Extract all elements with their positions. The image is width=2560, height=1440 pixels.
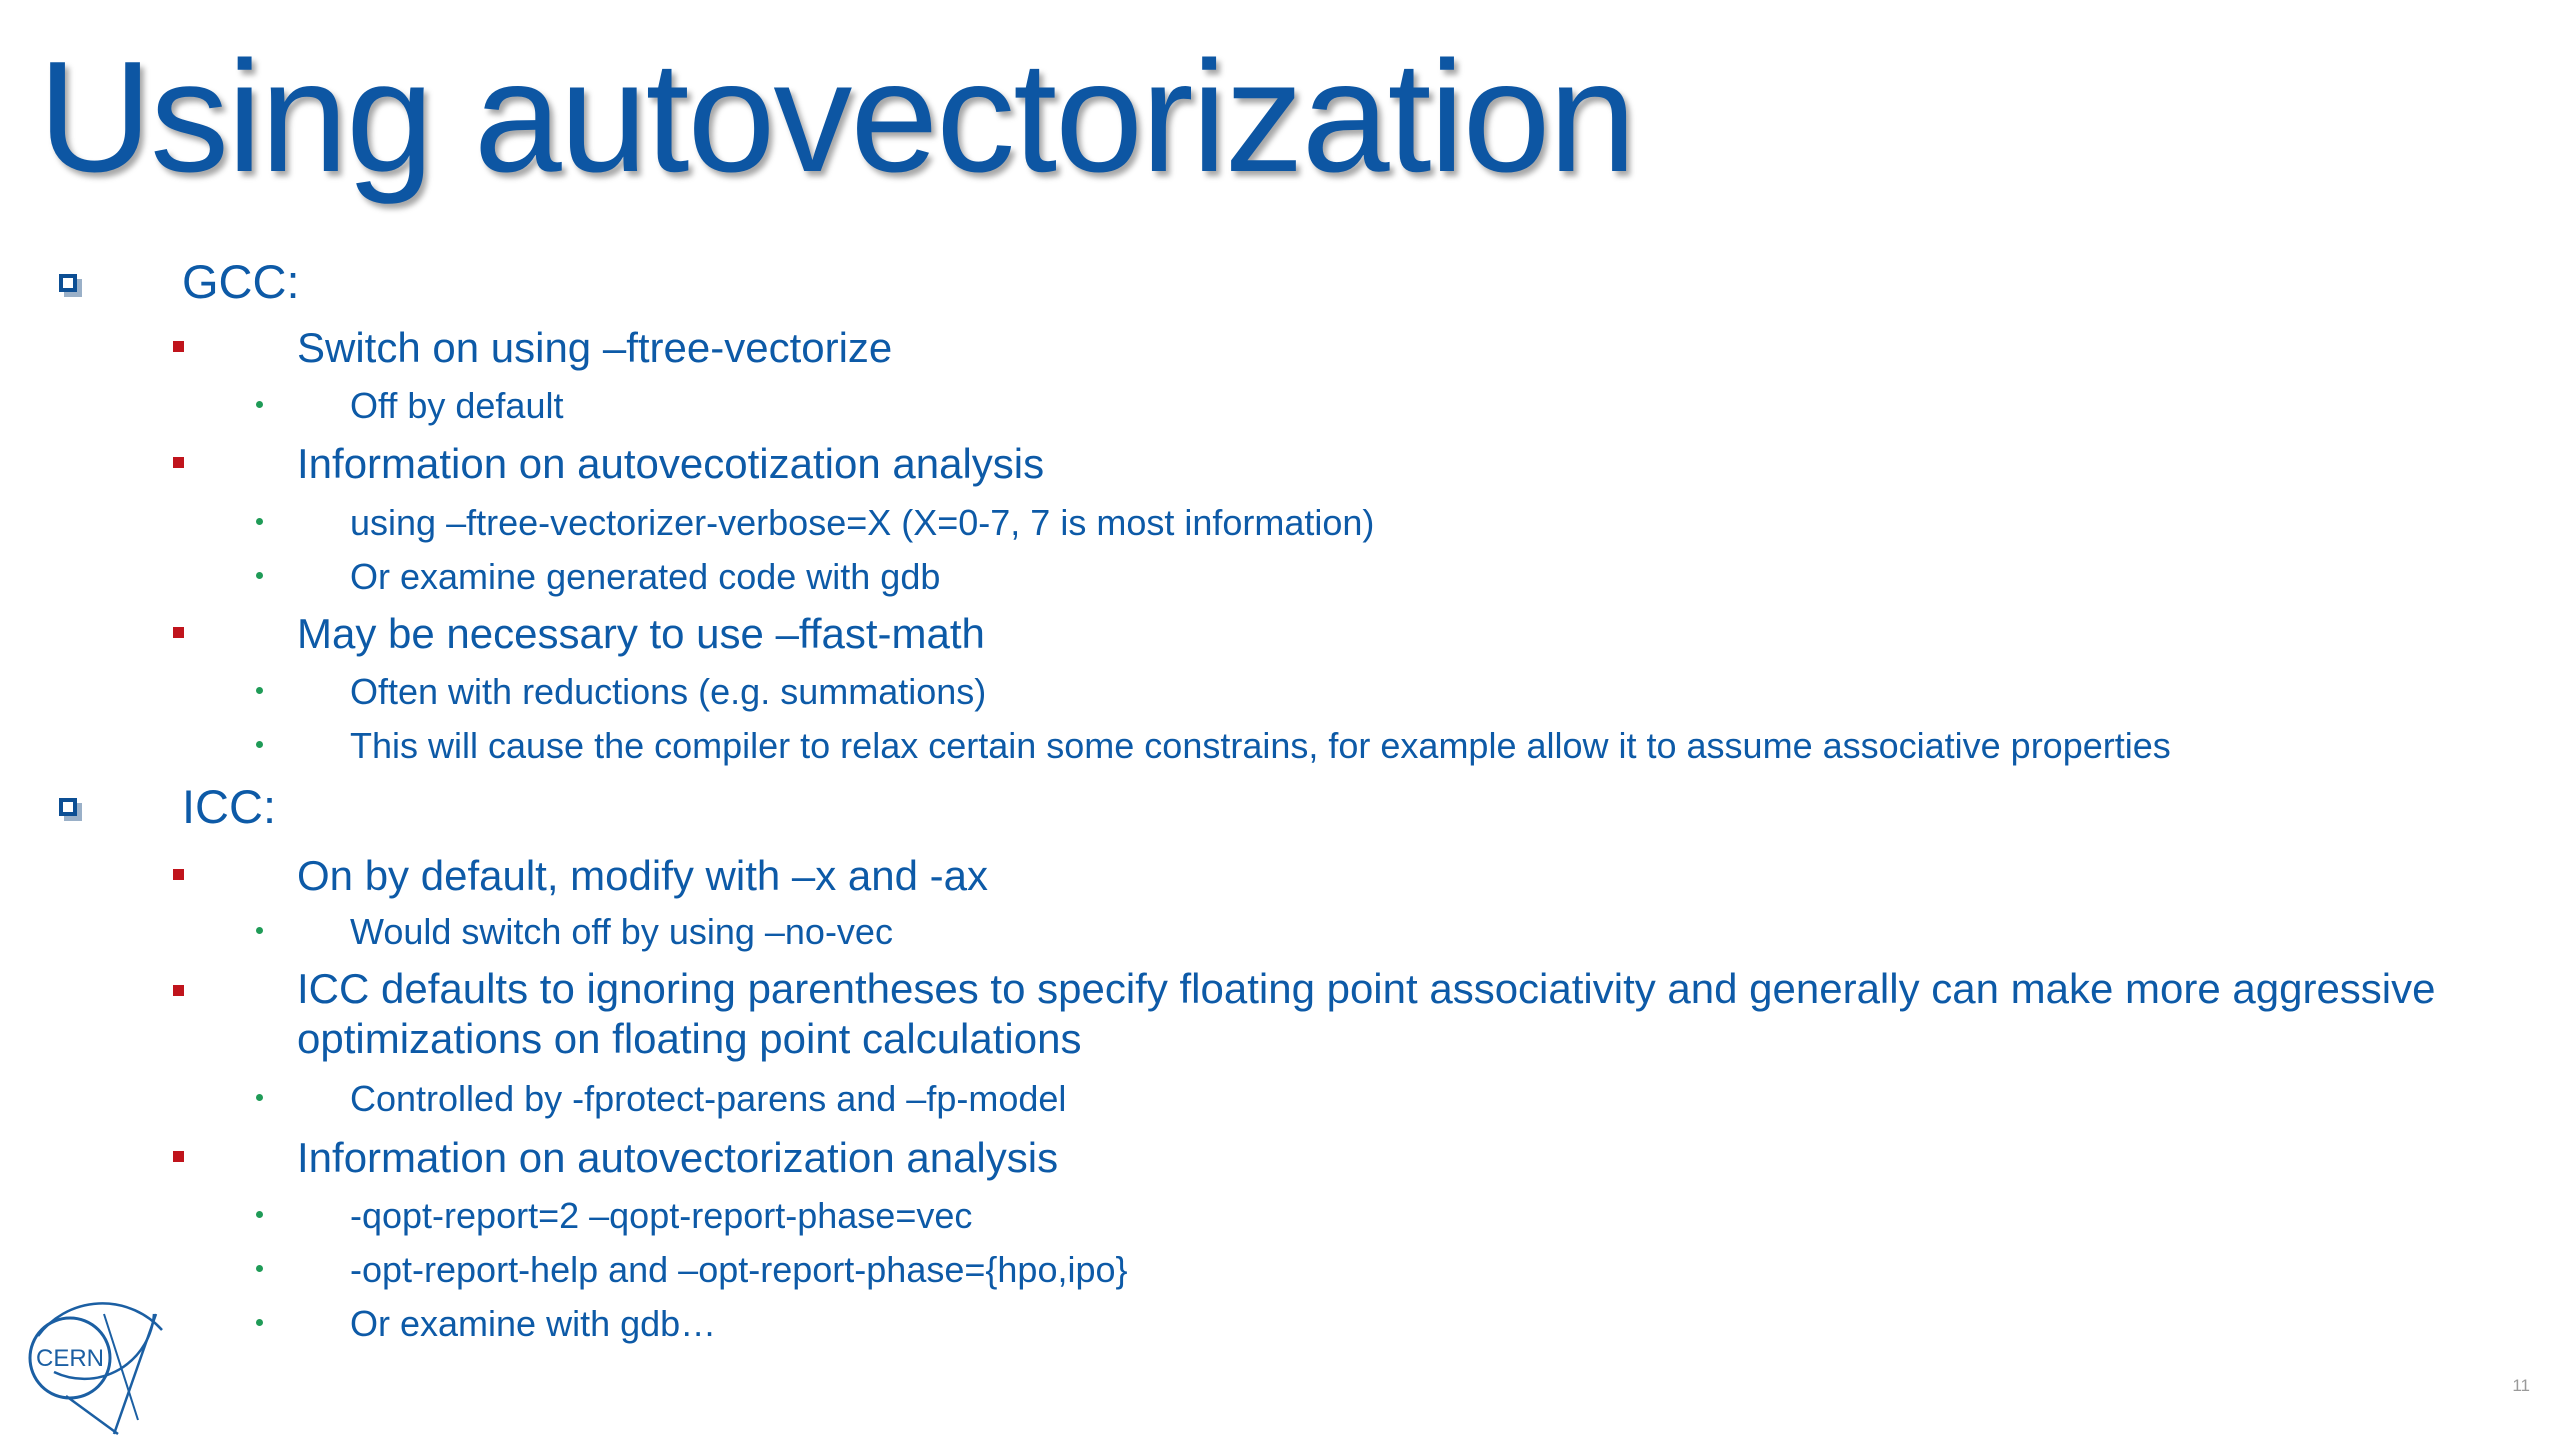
red-square-bullet-icon bbox=[173, 985, 184, 996]
cern-logo-text: CERN bbox=[35, 1345, 105, 1372]
red-square-bullet-icon bbox=[173, 869, 184, 880]
green-dot-bullet-icon bbox=[256, 1265, 263, 1272]
green-dot-bullet-icon bbox=[256, 1319, 263, 1326]
gcc-item-3-sub-2: This will cause the compiler to relax certain some constrains, for example allow it to assume associative properties bbox=[350, 725, 2171, 766]
gcc-item-3-sub-1: Often with reductions (e.g. summations) bbox=[350, 671, 987, 712]
green-dot-bullet-icon bbox=[256, 1094, 263, 1101]
red-square-bullet-icon bbox=[173, 457, 184, 468]
red-square-bullet-icon bbox=[173, 627, 184, 638]
green-dot-bullet-icon bbox=[256, 518, 263, 525]
cern-logo-icon bbox=[26, 1302, 166, 1438]
gcc-item-2: Information on autovecotization analysis bbox=[297, 440, 1045, 487]
green-dot-bullet-icon bbox=[256, 927, 263, 934]
icc-item-3: Information on autovectorization analysis bbox=[297, 1134, 1059, 1181]
green-dot-bullet-icon bbox=[256, 741, 263, 748]
icc-item-2-sub-1: Controlled by -fprotect-parens and –fp-model bbox=[350, 1078, 1067, 1119]
green-dot-bullet-icon bbox=[256, 1211, 263, 1218]
icc-item-2: ICC defaults to ignoring parentheses to specify floating point associativity and generally can make more aggressive optimizations on floating point calculations bbox=[297, 965, 2436, 1063]
green-dot-bullet-icon bbox=[256, 572, 263, 579]
gcc-item-3: May be necessary to use –ffast-math bbox=[297, 610, 985, 657]
icc-item-3-sub-3: Or examine with gdb… bbox=[350, 1303, 717, 1344]
slide-title: Using autovectorization bbox=[38, 29, 1635, 205]
icc-item-1: On by default, modify with –x and -ax bbox=[297, 852, 989, 899]
icc-item-3-sub-2: -opt-report-help and –opt-report-phase={hpo,ipo} bbox=[350, 1249, 1128, 1290]
gcc-item-2-sub-1: using –ftree-vectorizer-verbose=X (X=0-7, 7 is most information) bbox=[350, 502, 1375, 543]
red-square-bullet-icon bbox=[173, 1151, 184, 1162]
icc-item-3-sub-1: -qopt-report=2 –qopt-report-phase=vec bbox=[350, 1195, 973, 1236]
icc-item-1-sub-1: Would switch off by using –no-vec bbox=[350, 911, 893, 952]
page-number: 11 bbox=[2512, 1376, 2530, 1395]
gcc-item-1-sub-1: Off by default bbox=[350, 385, 564, 426]
green-dot-bullet-icon bbox=[256, 401, 263, 408]
red-square-bullet-icon bbox=[173, 341, 184, 352]
hollow-square-bullet-icon bbox=[59, 274, 77, 292]
green-dot-bullet-icon bbox=[256, 687, 263, 694]
section-gcc-label: GCC: bbox=[182, 255, 300, 308]
gcc-item-2-sub-2: Or examine generated code with gdb bbox=[350, 556, 941, 597]
section-icc-label: ICC: bbox=[182, 780, 276, 833]
hollow-square-bullet-icon bbox=[59, 798, 77, 816]
gcc-item-1: Switch on using –ftree-vectorize bbox=[297, 324, 893, 371]
